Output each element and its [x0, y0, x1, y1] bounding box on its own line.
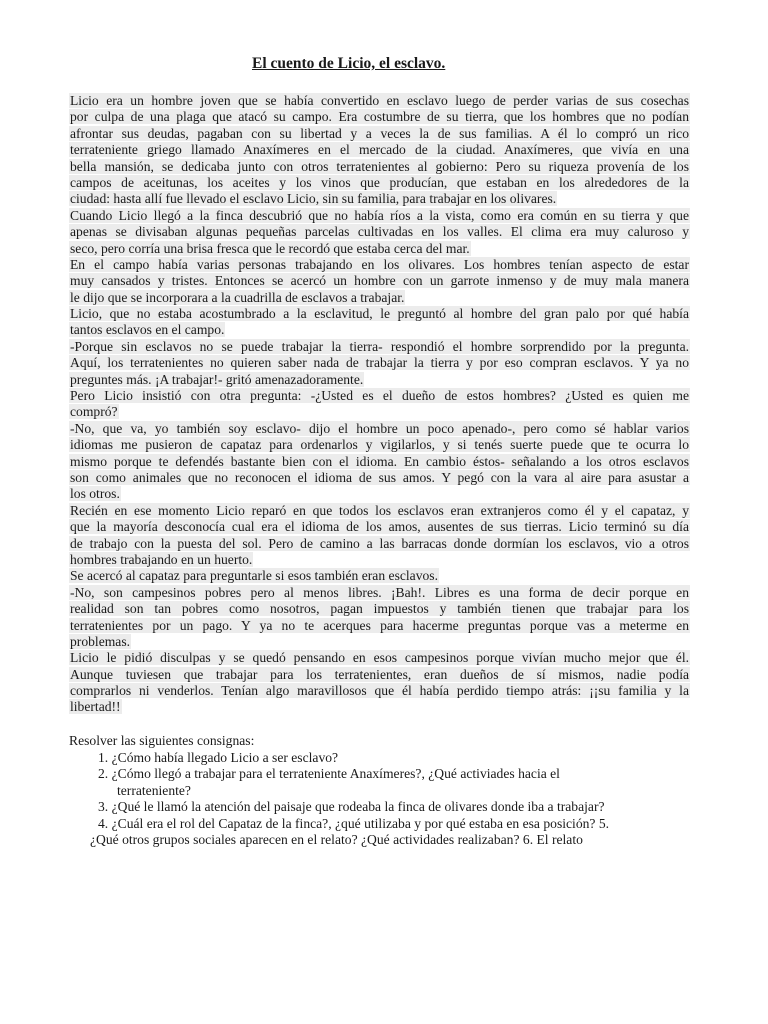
story-line-text: En el campo había varias personas trabajando en los olivares. Los hombres tenían aspecto de estar — [70, 256, 689, 272]
story-line — [69, 355, 690, 371]
story-line — [69, 503, 690, 519]
story-line-text: Aunque tuviesen que trabajar para los terratenientes, eran dueños de sí mismos, nadie podía — [70, 666, 689, 682]
story-line-text: por culpa de una plaga que atacó su campo. Era costumbre de su tierra, que los hombres que no podían — [70, 109, 689, 125]
story-line-text: afrontar sus deudas, pagaban con su libertad y a veces la de sus familias. A él lo compró un rico — [70, 125, 689, 141]
story-line-text: -No, son campesinos pobres pero al menos libres. ¡Bah!. Libres es una forma de decir porque en — [70, 584, 689, 600]
story-line — [69, 667, 690, 683]
story-text — [69, 93, 690, 716]
story-line-text: mismo porque te defendés bastante bien con el idioma. En cambio éstos- señalando a los otros esclavos — [70, 453, 689, 469]
story-line — [69, 388, 690, 404]
story-line-text: apenas se divisaban algunas pequeñas parcelas cultivadas en los valles. El clima era muy caluroso y — [70, 224, 689, 240]
question-line: 4. ¿Cuál era el rol del Capataz de la finca?, ¿qué utilizaba y por qué estaba en esa posición? 5. — [98, 815, 610, 831]
story-line — [69, 683, 690, 699]
story-line-text: -No, que va, yo también soy esclavo- dijo el hombre un poco apenado-, pero como sé hablar varios — [70, 420, 689, 436]
instructions-label: Resolver las siguientes consignas: — [69, 733, 255, 748]
story-line — [69, 519, 690, 535]
story-line-text: Aquí, los terratenientes no quieren saber nada de trabajar la tierra y por eso compran esclavos. Y ya no — [70, 355, 689, 371]
story-line-text: Licio, que no estaba acostumbrado a la esclavitud, le preguntó al hombre del gran palo por qué había — [70, 306, 689, 322]
story-line-text: ciudad: hasta allí fue llevado el esclavo Licio, sin su familia, para trabajar en los olivares. — [70, 191, 557, 207]
question-line: 1. ¿Cómo había llegado Licio a ser esclavo? — [98, 750, 339, 765]
story-line — [69, 191, 690, 207]
story-line — [69, 437, 690, 453]
story-line-text: muy cansados y tristes. Entonces se acercó un hombre con un garrote inmenso y de muy mala manera — [70, 273, 689, 289]
story-line — [69, 273, 690, 289]
story-line — [69, 618, 690, 634]
story-line-text: seco, pero corría una brisa fresca que le recordó que estaba cerca del mar. — [70, 240, 470, 256]
story-line-text: -Porque sin esclavos no se puede trabajar la tierra- respondió el hombre sorprendido por la pregunta. — [70, 338, 689, 354]
story-line — [69, 93, 690, 109]
story-line — [69, 486, 690, 502]
story-line-text: bella mansión, se dedicaba junto con otros terratenientes al gobierno: Pero su riqueza provenía de los — [70, 158, 689, 174]
story-line-text: los otros. — [70, 486, 120, 502]
question-line: 3. ¿Qué le llamó la atención del paisaje que rodeaba la finca de olivares donde iba a trabajar? — [98, 799, 605, 815]
story-line-text: hombres trabajando en un huerto. — [70, 551, 253, 567]
story-line — [69, 536, 690, 552]
story-line — [69, 322, 690, 338]
story-line-text: comprarlos ni venderlos. Tenían algo maravillosos que él había perdido tiempo atrás: ¡¡su familia y la — [70, 683, 689, 699]
story-line-text: tantos esclavos en el campo. — [70, 322, 225, 338]
story-line-text: idiomas me pusieron de capataz para ordenarlos y vigilarlos, y si tenés suerte puede que te ocurra lo — [70, 437, 689, 453]
story-line — [69, 634, 690, 650]
story-line — [69, 568, 690, 584]
story-line-text: Cuando Licio llegó a la finca descubrió que no había ríos a la vista, como era común en su tierra y que — [70, 207, 689, 223]
story-line — [69, 421, 690, 437]
story-line-text: compró? — [70, 404, 118, 420]
question-line: ¿Qué otros grupos sociales aparecen en el relato? ¿Qué actividades realizaban? 6. El relato — [90, 831, 583, 847]
story-line — [69, 404, 690, 420]
story-line-text: Recién en ese momento Licio reparó en que todos los esclavos eran extranjeros como él y el capataz, y — [70, 502, 689, 518]
story-line — [69, 339, 690, 355]
page-title: El cuento de Licio, el esclavo. — [252, 55, 446, 72]
story-line — [69, 224, 690, 240]
story-line — [69, 306, 690, 322]
story-line-text: problemas. — [70, 633, 131, 649]
story-line — [69, 372, 690, 388]
story-line-text: de trabajo con la puesta del sol. Pero de camino a las barracas donde dormían los esclavos, vio a otros — [70, 535, 689, 551]
story-line — [69, 109, 690, 125]
story-line-text: Licio le pidió disculpas y se quedó pensando en esos campesinos porque vivían mucho mejor que él. — [70, 650, 689, 666]
question-list — [92, 750, 712, 848]
story-line-text: campos de aceitunas, los aceites y los vinos que producían, que estaban en los alrededores de la — [70, 174, 689, 190]
story-line — [69, 699, 690, 715]
story-line — [69, 257, 690, 273]
story-line-text: que la mayoría desconocía cual era el idioma de los amos, ausentes de sus tierras. Licio terminó su día — [70, 519, 689, 535]
story-line — [69, 601, 690, 617]
story-line-text: terrateniente griego llamado Anaxímeres en el mercado de la ciudad. Anaxímeres, que vivía en una — [70, 142, 689, 158]
story-line — [69, 126, 690, 142]
story-line-text: terratenientes por un pago. Y ya no te acerques para hacerme preguntas porque vas a meterme en — [70, 617, 689, 633]
story-line — [69, 585, 690, 601]
question-line: terrateniente? — [117, 782, 191, 798]
story-line-text: preguntes más. ¡A trabajar!- gritó amenazadoramente. — [70, 371, 364, 387]
story-line-text: libertad!! — [70, 699, 121, 715]
question-line: 2. ¿Cómo llegó a trabajar para el terrateniente Anaxímeres?, ¿Qué activiades hacia el — [98, 766, 560, 782]
story-line — [69, 290, 690, 306]
story-line — [69, 470, 690, 486]
story-line — [69, 159, 690, 175]
story-line-text: le dijo que se incorporara a la cuadrilla de esclavos a trabajar. — [70, 289, 405, 305]
story-line-text: Se acercó al capataz para preguntarle si esos también eran esclavos. — [70, 568, 438, 584]
story-line — [69, 552, 690, 568]
story-line — [69, 241, 690, 257]
story-line-text: Licio era un hombre joven que se había convertido en esclavo luego de perder varias de sus cosechas — [70, 93, 689, 108]
story-line-text: son como animales que no reconocen el idioma de sus amos. Y pegó con la vara al aire para asustar a — [70, 469, 689, 485]
story-line — [69, 454, 690, 470]
story-line — [69, 208, 690, 224]
story-line — [69, 650, 690, 666]
story-line-text: realidad son tan pobres como nosotros, pagan impuestos y también tienen que trabajar para los — [70, 601, 689, 617]
story-line — [69, 142, 690, 158]
story-line-text: Pero Licio insistió con otra pregunta: -¿Usted es el dueño de estos hombres? ¿Usted es quien me — [70, 388, 689, 404]
story-line — [69, 175, 690, 191]
